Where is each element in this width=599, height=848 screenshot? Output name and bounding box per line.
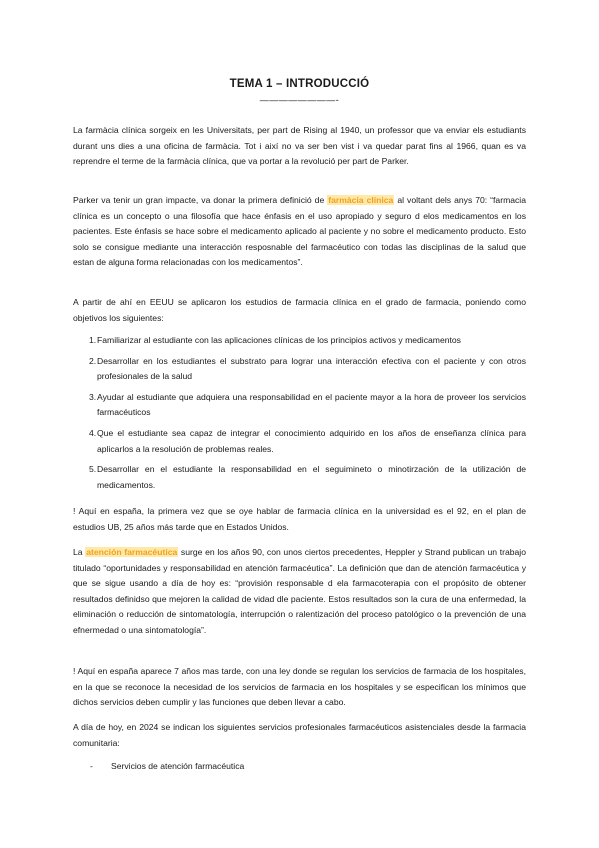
paragraph-text: surge en los años 90, con unos ciertos precedentes, Heppler y Strand publican un trabajo titulado “oportunidades y responsabilidad en atención farmacéutica”. La definición que dan de atención farmacéutica y que se sigue usando a día de hoy es: “provisión responsable d ela farmacoterapia con el propósito de obtener resultados definidso que mejoren la calidad de vidad dle paciente. Estos resultados son la cura de una enfermedad, la eliminación o reducción de sintomatología, interrupción o ralentización del proceso patológico o la prevención de una efnermedad o una sintomatología”. [73,547,526,635]
list-number: 3. [89,391,97,402]
title-underline: ————————- [259,95,340,105]
list-item [73,354,526,385]
paragraph-spain-note: ! Aquí en españa, la primera vez que se oye hablar de farmacia clínica en la universidad es el 92, en el plan de estudios UB, 25 años más tarde que en Estados Unidos. [73,506,526,532]
list-item [73,426,526,457]
list-item-text: Servicios de atención farmacéutica [111,761,245,771]
paragraph-text: La [73,547,86,557]
list-item [73,390,526,421]
paragraph-services-intro: A día de hoy, en 2024 se indican los siguientes servicios profesionales farmacéuticos asistenciales desde la farmacia comunitaria: [73,722,526,748]
list-number: 2. [89,355,97,366]
paragraph-eeuu: A partir de ahí en EEUU se aplicaron los estudios de farmacia clínica en el grado de farmacia, poniendo como objetivos los siguientes: [73,297,526,323]
page-title: TEMA 1 – INTRODUCCIÓ [229,78,370,90]
list-number: 1. [89,335,97,345]
list-item [73,462,526,493]
list-item-text: Desarrollar en el estudiante la responsabilidad en el seguimineto o minotirzación de la utilización de medicamentos. [97,464,526,490]
paragraph-history: La farmàcia clínica sorgeix en les Universitats, per part de Rising al 1940, un professor que va enviar els estudiants durant uns dies a una oficina de farmàcia. Tot i així no va ser ben vist i va quedar parat fins al 1966, quan es va reprendre el terme de la farmàcia clínica, que va portar a la revolució per part de Parker. [73,125,526,167]
paragraph-parker-definition [73,193,526,271]
paragraph-spain-law: ! Aquí en españa aparece 7 años mas tarde, con una ley donde se regulan los servicios de farmacia de los hospitales, en la que se reconoce la necesidad de los servicios de farmacia en los hospitales y se especifican los mínimos que dichos servicios deben cumplir y las funciones que deben llevar a cabo. [73,666,526,708]
list-item [73,759,526,775]
highlight-atencion-farmaceutica: atención farmacéutica [86,547,178,557]
list-number: 5. [89,464,97,475]
list-item-text: Que el estudiante sea capaz de integrar el conocimiento adquirido en los años de enseñanza clínica para aplicarlos a la resolución de problemas reales. [97,427,526,454]
highlight-farmacia-clinica: farmàcia clínica [328,195,394,205]
dash-bullet: - [90,761,93,771]
paragraph-text: al voltant dels anys 70: “farmacia clínica es un concepto o una filosofía que hace énfasis en el uso apropiado y seguro d elos medicamentos en los pacientes. Este énfasis se hace sobre el medicamento aplicado al paciente y no sobre el medicamento producto. Esto solo se consigue mediante una interacción resposnable del farmacéutico con todas las disciplinas de la salud que estan de alguna forma relacionadas con los medicamentos”. [73,195,526,268]
paragraph-atencion-farmaceutica [73,545,526,639]
list-item-text: Desarrollar en los estudiantes el substrato para lograr una interacción efectiva con el paciente y con otros profesionales de la salud [97,355,526,382]
list-number: 4. [89,427,97,438]
objectives-list [73,333,526,498]
list-item-text: Ayudar al estudiante que adquiera una responsabilidad en el paciente mayor a la hora de proveer los servicios farmacéuticos [97,391,526,418]
services-list [73,759,526,775]
list-item [73,333,526,349]
list-item-text: Familiarizar al estudiante con las aplicaciones clínicas de los principios activos y medicamentos [97,335,461,345]
paragraph-text: Parker va tenir un gran impacte, va donar la primera definició de [73,195,328,205]
